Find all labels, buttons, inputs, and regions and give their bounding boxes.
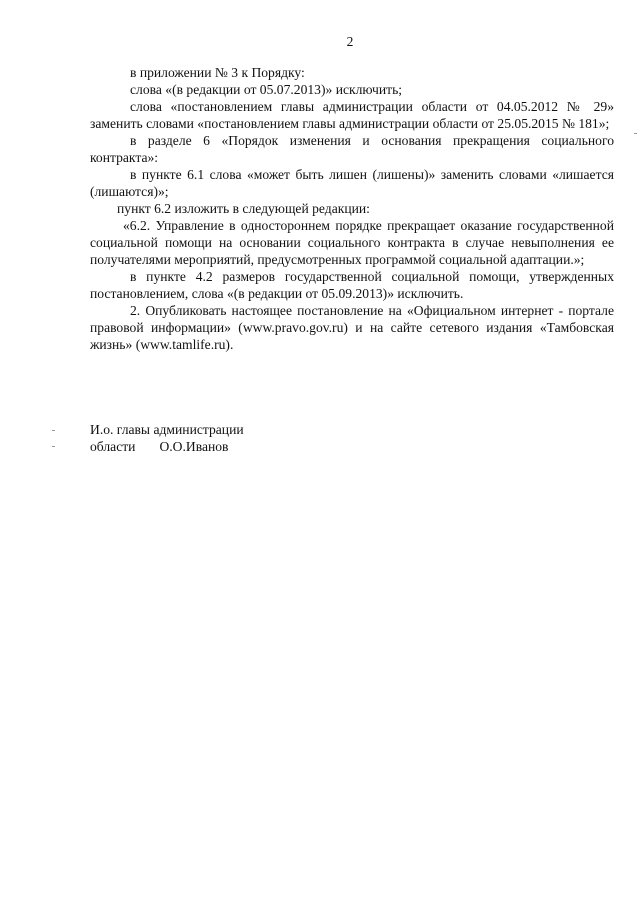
scan-mark xyxy=(634,133,637,134)
signature-title-region: области xyxy=(90,439,136,454)
paragraph-item-4-2: в пункте 4.2 размеров государственной социальной помощи, утвержденных постановлением, слова «(в редакции от 05.09.2013)» исключить. xyxy=(90,269,614,301)
paragraph-replace-words: слова «постановлением главы администрации области от 04.05.2012 № 29» заменить словами «постановлением главы администрации области от 25.05.2015 № 181»; xyxy=(90,99,614,131)
scan-mark xyxy=(52,430,55,431)
paragraph-publish: 2. Опубликовать настоящее постановление на «Официальном интернет - портале правовой информации» (www.pravo.gov.ru) и на сайте сетевого издания «Тамбовская жизнь» (www.tamlife.ru). xyxy=(90,303,614,352)
document-body xyxy=(90,64,614,353)
paragraph-item-6-2-intro: пункт 6.2 изложить в следующей редакции: xyxy=(117,201,370,216)
signature-title-line2 xyxy=(90,438,244,455)
paragraph-appendix-3: в приложении № 3 к Порядку: xyxy=(130,65,305,80)
signature-title-line1: И.о. главы администрации xyxy=(90,422,244,437)
paragraph-section-6: в разделе 6 «Порядок изменения и основания прекращения социального контракта»: xyxy=(90,133,614,165)
paragraph-item-6-2-text: «6.2. Управление в одностороннем порядке прекращает оказание государственной социальной помощи на основании социального контракта в случае невыполнения ее получателями мероприятий, предусмотренных программой социальной адаптации.»; xyxy=(90,218,614,267)
signature-block xyxy=(90,421,244,455)
paragraph-exclude-words: слова «(в редакции от 05.07.2013)» исключить; xyxy=(130,82,403,97)
signature-name: О.О.Иванов xyxy=(159,439,229,454)
page-number: 2 xyxy=(346,34,354,49)
paragraph-item-6-1: в пункте 6.1 слова «может быть лишен (лишены)» заменить словами «лишается (лишаются)»; xyxy=(90,167,614,199)
scan-mark xyxy=(52,446,55,447)
